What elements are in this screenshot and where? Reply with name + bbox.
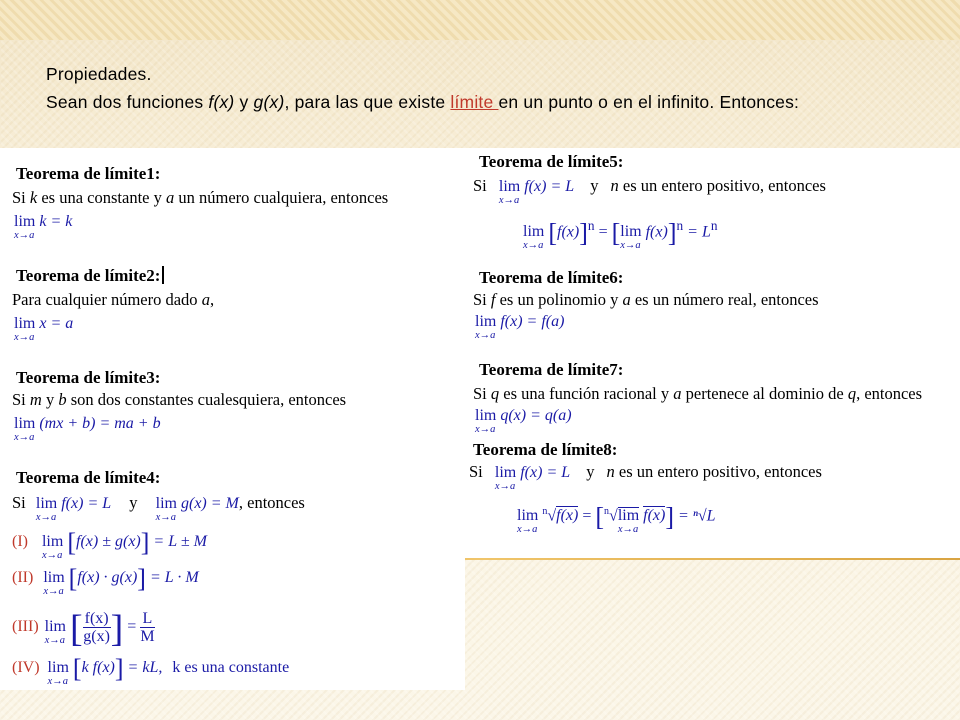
theorem-4-hypothesis: Si lim x→a f(x) = L y lim x→a g(x) = M, entonces [12, 493, 305, 523]
theorem-5-hypothesis: Si lim x→a f(x) = L y n es un entero positivo, entonces [473, 176, 826, 206]
theorem-6-formula: lim x→a f(x) = f(a) [475, 313, 565, 341]
theorem-3-formula: lim x→a (mx + b) = ma + b [14, 415, 161, 443]
theorem-4-item-1: (I) lim x→a [f(x) ± g(x)] = L ± M [12, 528, 207, 561]
theorems-image-right [465, 148, 960, 558]
theorem-1-formula: lim x→a k = k [14, 213, 73, 241]
theorem-4-item-3: (III) lim x→a [ $\frac{f(x)}{g(x)}$ ] = $\frac{L}{M}$ [12, 608, 155, 651]
theorem-7-formula: lim x→a q(x) = q(a) [475, 407, 572, 435]
theorem-8-title: Teorema de límite8: [473, 440, 618, 459]
theorem-6-title: Teorema de límite6: [479, 268, 624, 287]
theorem-6-statement: Si f es un polinomio y a es un número real, entonces [473, 290, 819, 309]
theorem-8-formula: lim x→a $^n$√f(x) = [$^n$√lim x→a f(x)] = ⁿ√L [517, 502, 716, 536]
intro-text [46, 60, 880, 116]
section-title: Propiedades. [46, 64, 152, 84]
decorative-top-band [0, 0, 960, 40]
theorem-7-title: Teorema de límite7: [479, 360, 624, 379]
theorem-4-title: Teorema de límite4: [16, 468, 161, 487]
theorems-image-left [0, 148, 465, 690]
theorem-1-statement: Si k es una constante y a un número cualquiera, entonces [12, 188, 389, 207]
theorem-8-hypothesis: Si lim x→a f(x) = L y n es un entero positivo, entonces [469, 462, 822, 492]
theorem-4-item-2: (II) lim x→a [f(x) · g(x)] = L · M [12, 564, 199, 597]
theorem-1-title: Teorema de límite1: [16, 164, 161, 183]
theorem-4-item-4: (IV) lim x→a [k f(x)] = kL, k es una constante [12, 654, 290, 687]
theorem-3-title: Teorema de límite3: [16, 368, 161, 387]
theorem-3-statement: Si m y b son dos constantes cualesquiera, entonces [12, 390, 347, 409]
theorem-5-title: Teorema de límite5: [479, 152, 624, 171]
intro-paragraph: Sean dos funciones f(x) y g(x), para las que existe límite en un punto o en el infinito. Entonces: [46, 92, 800, 112]
theorem-2-formula: lim x→a x = a [14, 315, 74, 343]
theorem-2-title: Teorema de límite2: [16, 266, 164, 286]
theorem-7-statement: Si q es una función racional y a pertenece al dominio de q, entonces [473, 384, 923, 403]
theorem-5-formula: lim x→a $[f(x)]^n = [\lim$ x→a $f(x)]^n = L^n$ [523, 218, 718, 252]
limite-link[interactable]: límite [450, 92, 499, 112]
theorem-2-statement: Para cualquier número dado a, [12, 290, 215, 309]
